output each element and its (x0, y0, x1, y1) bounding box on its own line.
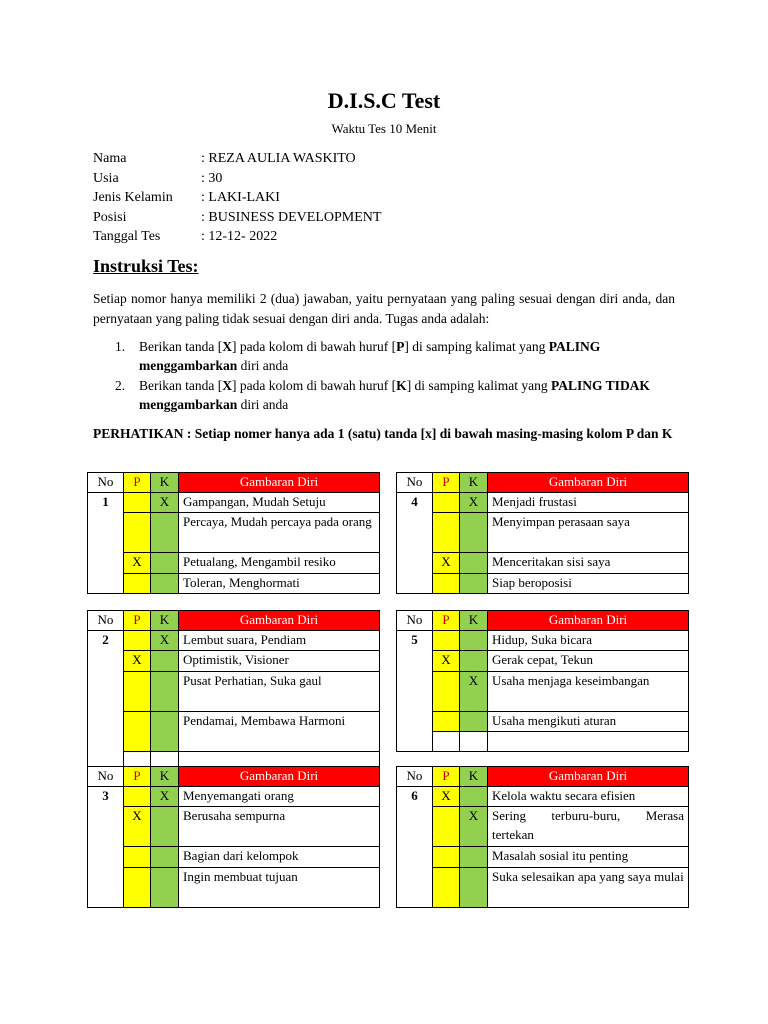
p-mark-cell[interactable] (433, 671, 460, 711)
p-mark-cell[interactable] (124, 630, 151, 651)
statement-text: Menyimpan perasaan saya (488, 513, 689, 553)
k-mark-cell[interactable] (151, 711, 179, 751)
question-number: 2 (88, 630, 124, 771)
statement-text: Berusaha sempurna (179, 807, 380, 847)
k-mark-cell[interactable]: X (460, 671, 488, 711)
step-text: ] pada kolom di bawah huruf [ (231, 377, 397, 393)
statement-text: Usaha mengikuti aturan (488, 711, 689, 732)
p-mark-cell[interactable] (124, 492, 151, 513)
table-row (88, 513, 380, 553)
table-row (397, 867, 689, 907)
statement-text: Menjadi frustasi (488, 492, 689, 513)
header-no: No (397, 611, 433, 631)
p-mark-cell[interactable] (433, 573, 460, 594)
test-duration: Waktu Tes 10 Menit (331, 121, 437, 136)
header-p: P (433, 611, 460, 631)
table-row (88, 786, 380, 807)
document-title: D.I.S.C Test (327, 88, 441, 113)
statement-text: Bagian dari kelompok (179, 847, 380, 868)
attention-note: PERHATIKAN : Setiap nomer hanya ada 1 (satu) tanda [x] di bawah masing-masing kolom P dan K (93, 426, 673, 441)
header-no: No (88, 611, 124, 631)
identity-value: : REZA AULIA WASKITO (201, 151, 356, 166)
header-no: No (397, 473, 433, 493)
step-text: ] di samping kalimat yang (406, 377, 552, 393)
p-mark-cell[interactable] (124, 671, 151, 711)
identity-block (93, 149, 381, 247)
disc-table-4 (396, 472, 689, 594)
statement-text: Suka selesaikan apa yang saya mulai (488, 867, 689, 907)
question-number: 3 (88, 786, 124, 907)
p-mark-cell[interactable] (124, 847, 151, 868)
header-no: No (88, 767, 124, 787)
header-description: Gambaran Diri (488, 473, 689, 493)
p-mark-cell[interactable] (433, 847, 460, 868)
k-mark-cell[interactable]: X (460, 492, 488, 513)
header-description: Gambaran Diri (179, 473, 380, 493)
table-row (397, 630, 689, 651)
k-mark-cell[interactable]: X (151, 630, 179, 651)
statement-text: Gampangan, Mudah Setuju (179, 492, 380, 513)
disc-table-6 (396, 766, 689, 908)
statement-text: Siap beroposisi (488, 573, 689, 594)
question-number: 1 (88, 492, 124, 594)
table-row (88, 867, 380, 907)
k-mark-cell[interactable] (151, 867, 179, 907)
p-mark-cell[interactable] (124, 786, 151, 807)
p-mark-cell[interactable] (124, 513, 151, 553)
k-mark-cell[interactable] (460, 553, 488, 574)
table-row (397, 651, 689, 672)
table-row (397, 786, 689, 807)
disc-table-1 (87, 472, 380, 594)
empty-cell (460, 732, 488, 752)
table-row (88, 553, 380, 574)
header-k: K (460, 473, 488, 493)
table-row (397, 573, 689, 594)
identity-value: : 12-12- 2022 (201, 229, 278, 244)
instruction-step (93, 376, 675, 414)
header-no: No (397, 767, 433, 787)
step-letter: P (396, 339, 405, 354)
statement-text: Sering terburu-buru, Merasa tertekan (488, 807, 689, 847)
question-number: 6 (397, 786, 433, 907)
step-letter: K (396, 377, 407, 393)
identity-value: : 30 (201, 170, 223, 186)
table-row (88, 671, 380, 711)
k-mark-cell[interactable]: X (151, 786, 179, 807)
identity-row-gender (93, 188, 381, 208)
identity-row-date (93, 227, 381, 247)
statement-text: Ingin membuat tujuan (179, 867, 380, 907)
table-row-empty (397, 732, 689, 752)
table-row (88, 630, 380, 651)
statement-text: Usaha menjaga keseimbangan (488, 671, 689, 711)
identity-row-position (93, 208, 381, 228)
statement-text: Hidup, Suka bicara (488, 630, 689, 651)
p-mark-cell[interactable] (433, 867, 460, 907)
step-text: diri anda (237, 358, 289, 373)
statement-text: Percaya, Mudah percaya pada orang (179, 513, 380, 553)
header-k: K (151, 767, 179, 787)
table-row (397, 492, 689, 513)
statement-text: Petualang, Mengambil resiko (179, 553, 380, 574)
header-p: P (433, 767, 460, 787)
header-description: Gambaran Diri (179, 767, 380, 787)
step-text: Berikan tanda [ (139, 377, 223, 393)
instructions-list (93, 337, 675, 414)
step-text: Berikan tanda [ (139, 339, 223, 354)
header-p: P (124, 473, 151, 493)
header-p: P (124, 611, 151, 631)
table-row (397, 847, 689, 868)
identity-value: : BUSINESS DEVELOPMENT (201, 209, 382, 225)
statement-text: Optimistik, Visioner (179, 651, 380, 672)
step-mark: X (222, 339, 232, 354)
table-row (397, 711, 689, 732)
k-mark-cell[interactable] (151, 553, 179, 574)
identity-label: Tanggal Tes (93, 229, 161, 244)
k-mark-cell[interactable] (151, 807, 179, 847)
table-row (397, 807, 689, 847)
table-row (397, 553, 689, 574)
p-mark-cell[interactable]: X (433, 786, 460, 807)
header-k: K (151, 473, 179, 493)
table-row (397, 513, 689, 553)
statement-text: Toleran, Menghormati (179, 573, 380, 594)
k-mark-cell[interactable] (460, 651, 488, 672)
step-number: 1. (115, 339, 126, 354)
k-mark-cell[interactable] (151, 847, 179, 868)
k-mark-cell[interactable] (460, 711, 488, 732)
statement-text: Pendamai, Membawa Harmoni (179, 711, 380, 751)
k-mark-cell[interactable] (460, 847, 488, 868)
identity-label: Usia (93, 170, 119, 186)
step-mark: X (222, 377, 232, 393)
table-row (88, 711, 380, 751)
disc-table-5 (396, 610, 689, 752)
k-mark-cell[interactable] (460, 513, 488, 553)
header-description: Gambaran Diri (179, 611, 380, 631)
identity-row-name (93, 149, 381, 169)
instructions-paragraph: Setiap nomor hanya memiliki 2 (dua) jawaban, yaitu pernyataan yang paling sesuai dengan diri anda, dan pernyataan yang paling tidak sesuai dengan diri anda. Tugas anda adalah: (93, 291, 675, 326)
statement-text: Menceritakan sisi saya (488, 553, 689, 574)
step-text: ] di samping kalimat yang (404, 339, 549, 354)
p-mark-cell[interactable]: X (124, 651, 151, 672)
k-mark-cell[interactable] (151, 573, 179, 594)
step-text: diri anda (237, 396, 289, 412)
disc-table-2 (87, 610, 380, 771)
identity-row-age (93, 169, 381, 189)
k-mark-cell[interactable] (460, 573, 488, 594)
p-mark-cell[interactable] (433, 513, 460, 553)
table-row (88, 847, 380, 868)
p-mark-cell[interactable]: X (124, 807, 151, 847)
table-row (88, 573, 380, 594)
header-description: Gambaran Diri (488, 767, 689, 787)
table-row (88, 807, 380, 847)
k-mark-cell[interactable]: X (460, 807, 488, 847)
p-mark-cell[interactable]: X (124, 553, 151, 574)
empty-cell (433, 732, 460, 752)
disc-table-3 (87, 766, 380, 908)
step-number: 2. (115, 377, 126, 393)
step-text: ] pada kolom di bawah huruf [ (231, 339, 397, 354)
k-mark-cell[interactable]: X (151, 492, 179, 513)
statement-text: Menyemangati orang (179, 786, 380, 807)
p-mark-cell[interactable] (433, 630, 460, 651)
header-k: K (460, 611, 488, 631)
statement-text: Masalah sosial itu penting (488, 847, 689, 868)
step-emphasis: PALING TIDAK menggambarkan (139, 377, 650, 412)
p-mark-cell[interactable] (124, 573, 151, 594)
k-mark-cell[interactable] (151, 671, 179, 711)
instructions-heading: Instruksi Tes: (93, 256, 199, 276)
identity-label: Nama (93, 151, 127, 166)
p-mark-cell[interactable]: X (433, 651, 460, 672)
question-number: 5 (397, 630, 433, 751)
table-row (88, 492, 380, 513)
p-mark-cell[interactable] (433, 807, 460, 847)
step-emphasis: PALING menggambarkan (139, 339, 601, 373)
statement-text: Gerak cepat, Tekun (488, 651, 689, 672)
header-k: K (151, 611, 179, 631)
question-number: 4 (397, 492, 433, 594)
p-mark-cell[interactable] (433, 492, 460, 513)
identity-label: Posisi (93, 209, 127, 225)
k-mark-cell[interactable] (151, 651, 179, 672)
p-mark-cell[interactable] (124, 711, 151, 751)
header-p: P (124, 767, 151, 787)
empty-cell (488, 732, 689, 752)
identity-value: : LAKI-LAKI (201, 190, 280, 205)
table-row (397, 671, 689, 711)
statement-text: Lembut suara, Pendiam (179, 630, 380, 651)
p-mark-cell[interactable] (124, 867, 151, 907)
statement-text: Kelola waktu secara efisien (488, 786, 689, 807)
k-mark-cell[interactable] (151, 513, 179, 553)
instruction-step (93, 337, 675, 375)
k-mark-cell[interactable] (460, 786, 488, 807)
header-k: K (460, 767, 488, 787)
p-mark-cell[interactable]: X (433, 553, 460, 574)
identity-label: Jenis Kelamin (93, 190, 173, 205)
header-description: Gambaran Diri (488, 611, 689, 631)
header-p: P (433, 473, 460, 493)
p-mark-cell[interactable] (433, 711, 460, 732)
header-no: No (88, 473, 124, 493)
k-mark-cell[interactable] (460, 867, 488, 907)
k-mark-cell[interactable] (460, 630, 488, 651)
statement-text: Pusat Perhatian, Suka gaul (179, 671, 380, 711)
table-row (88, 651, 380, 672)
